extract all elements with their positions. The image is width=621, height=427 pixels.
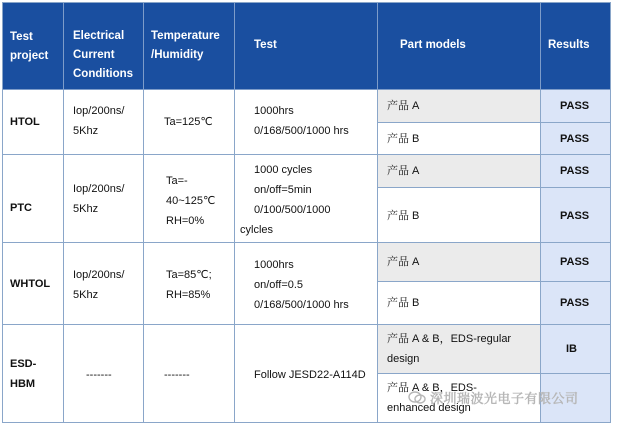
row-ptc-electrical-text: Iop/200ns/ 5Khz [73,183,125,215]
row-htol-electrical [64,90,144,155]
row-ptc-test-line3: 0/100/500/1000 [254,204,331,216]
row-esd-part-a-text: 产品 A & B，EDS-regular design [387,333,512,365]
row-esd-part-b-text: 产品 A & B，EDS- enhanced design [387,382,477,414]
row-ptc-part-a-text: 产品 A [387,165,420,177]
header-results-text: Results [548,39,590,51]
row-whtol-temperature [144,243,235,325]
row-ptc-project [2,155,64,243]
row-whtol-part-a-text: 产品 A [387,256,420,268]
row-ptc-part-b [378,188,541,243]
row-whtol-part-b-text: 产品 B [387,297,420,309]
header-electrical [64,2,144,90]
row-htol-result-a [541,90,611,123]
row-ptc-result-b-text: PASS [560,210,590,222]
row-whtol-result-b [541,282,611,325]
row-whtol-result-a [541,243,611,282]
row-whtol-project [2,243,64,325]
row-htol-project-text: HTOL [10,116,40,128]
row-htol-test [235,90,378,155]
row-htol-result-b [541,123,611,155]
header-electrical-text: Electrical Current Conditions [73,30,134,80]
row-esd-electrical [64,325,144,423]
row-esd-result-a-text: IB [566,343,577,355]
header-test [235,2,378,90]
row-htol-part-a-text: 产品 A [387,100,420,112]
row-whtol-test [235,243,378,325]
row-esd-project [2,325,64,423]
row-esd-temperature [144,325,235,423]
row-ptc-result-a-text: PASS [560,165,590,177]
row-ptc-temperature [144,155,235,243]
row-whtol-test-text: 1000hrs on/off=0.5 0/168/500/1000 hrs [254,259,349,311]
row-htol-part-b [378,123,541,155]
row-whtol-electrical [64,243,144,325]
row-htol-temperature [144,90,235,155]
row-ptc-result-a [541,155,611,188]
row-ptc-project-text: PTC [10,202,32,214]
row-whtol-part-b [378,282,541,325]
row-htol-result-b-text: PASS [560,133,590,145]
header-results [541,2,611,90]
row-whtol-project-text: WHTOL [10,278,51,290]
row-htol-part-a [378,90,541,123]
row-htol-result-a-text: PASS [560,100,590,112]
row-htol-part-b-text: 产品 B [387,133,420,145]
row-htol-project [2,90,64,155]
header-temperature [144,2,235,90]
row-esd-project-text: ESD- HBM [10,358,37,390]
row-ptc-electrical [64,155,144,243]
row-ptc-test [235,155,378,243]
header-part-models [378,2,541,90]
row-whtol-result-b-text: PASS [560,297,590,309]
row-whtol-part-a [378,243,541,282]
header-test-project-text: Test project [10,31,49,62]
row-ptc-result-b [541,188,611,243]
row-esd-result-a [541,325,611,374]
row-ptc-part-b-text: 产品 B [387,210,420,222]
row-ptc-test-line2: on/off=5min [254,184,312,196]
header-test-text: Test [254,39,277,51]
row-esd-temperature-text: ------- [164,369,190,381]
row-esd-test [235,325,378,423]
header-temperature-text: Temperature /Humidity [151,30,220,61]
watermark-text: 深圳瑞波光电子有限公司 [430,391,579,406]
header-part-models-text: Part models [400,39,466,51]
row-whtol-electrical-text: Iop/200ns/ 5Khz [73,269,125,301]
row-htol-test-text: 1000hrs 0/168/500/1000 hrs [254,105,349,137]
row-htol-temperature-text: Ta=125℃ [164,116,213,128]
wechat-icon [408,391,426,408]
row-ptc-part-a [378,155,541,188]
header-test-project [2,2,64,90]
watermark [408,388,579,408]
row-ptc-test-line4: cylcles [240,224,274,236]
row-esd-electrical-text: ------- [86,369,112,381]
row-ptc-test-line1: 1000 cycles [254,164,313,176]
row-htol-electrical-text: Iop/200ns/ 5Khz [73,105,125,137]
row-whtol-result-a-text: PASS [560,256,590,268]
row-esd-part-a [378,325,541,374]
row-esd-test-text: Follow JESD22-A114D [254,369,366,381]
row-whtol-temperature-text: Ta=85℃; RH=85% [166,269,212,301]
row-ptc-temperature-text: Ta=- 40~125℃ RH=0% [166,175,216,227]
